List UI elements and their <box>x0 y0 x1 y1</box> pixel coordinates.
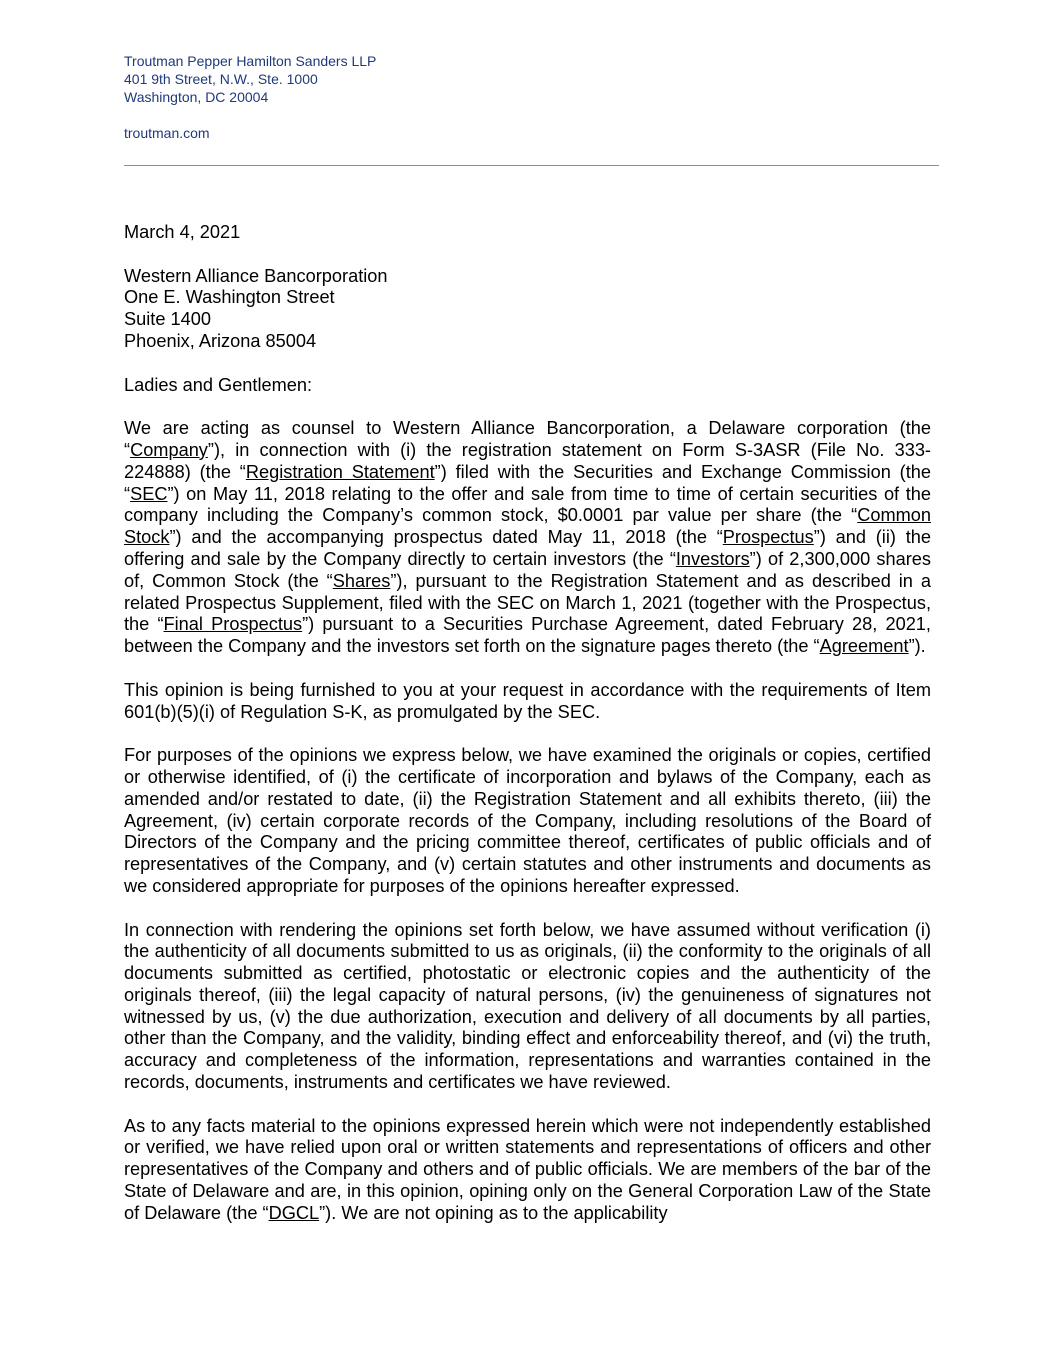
defined-term-investors: Investors <box>675 548 750 569</box>
defined-term-sec: SEC <box>130 483 168 504</box>
paragraph-documents-examined: For purposes of the opinions we express below, we have examined the originals or copies, certified or otherwise identified, of (i) the certificate of incorporation and bylaws of the Company, each as amended and/or restated to date, (ii) the Registration Statement and all exhibits thereto, (iii) the Agreement, (iv) certain corporate records of the Company, including resolutions of the Board of Directors of the Company and the pricing committee thereof, certificates of public officials and of representatives of the Company, and (v) certain statutes and other instruments and documents as we considered appropriate for purposes of the opinions hereafter expressed. <box>124 745 931 896</box>
text-run: We are acting as counsel to Western Alliance Bancorporation, a Delaware corporation (the “ <box>124 418 931 460</box>
defined-term-prospectus: Prospectus <box>722 527 814 548</box>
text-run: As to any facts material to the opinions expressed herein which were not independently established or verified, we have relied upon oral or written statements and representations of officers and other representatives of the Company and others and of public officials. We are members of the bar of the State of Delaware and are, in this opinion, opining only on the General Corporation Law of the State of Delaware (the “ <box>124 1115 931 1223</box>
defined-term-dgcl: DGCL <box>268 1202 320 1223</box>
text-run: ”) pursuant to a Securities Purchase Agreement, dated February 28, 2021, between the Company and the investors set forth on the signature pages thereto (the “ <box>124 614 931 657</box>
firm-address-line-2: Washington, DC 20004 <box>124 89 269 105</box>
paragraph-reliance <box>124 1116 931 1225</box>
defined-term-agreement: Agreement <box>819 636 909 657</box>
text-run: ”). <box>908 636 926 657</box>
defined-term-final-prospectus: Final Prospectus <box>163 614 303 635</box>
text-run: ”) on May 11, 2018 relating to the offer and sale from time to time of certain securities of the company including the Company’s common stock, $0.0001 par value per share (the “ <box>124 483 931 526</box>
defined-term-common-stock: Common Stock <box>124 505 931 548</box>
text-run: ”). We are not opining as to the applicability <box>319 1202 668 1223</box>
text-run: ”) and (ii) the offering and sale by the Company directly to certain investors (the “ <box>124 527 931 569</box>
paragraph-engagement <box>124 418 931 658</box>
firm-website-link[interactable]: troutman.com <box>124 125 210 141</box>
recipient-suite: Suite 1400 <box>124 309 211 330</box>
salutation: Ladies and Gentlemen: <box>124 374 313 395</box>
paragraph-purpose: This opinion is being furnished to you at your request in accordance with the requirements of Item 601(b)(5)(i) of Regulation S-K, as promulgated by the SEC. <box>124 679 931 722</box>
defined-term-company: Company <box>130 439 208 460</box>
recipient-address <box>124 266 931 353</box>
text-run: ”) and the accompanying prospectus dated May 11, 2018 (the “ <box>169 527 723 548</box>
letter-body <box>124 222 931 1225</box>
firm-address-line-1: 401 9th Street, N.W., Ste. 1000 <box>124 71 318 87</box>
header-divider <box>124 165 939 166</box>
defined-term-registration-statement: Registration Statement <box>245 461 435 482</box>
firm-name: Troutman Pepper Hamilton Sanders LLP <box>124 53 377 69</box>
letter-date: March 4, 2021 <box>124 222 241 242</box>
recipient-city-state: Phoenix, Arizona 85004 <box>124 330 317 351</box>
text-run: ”), pursuant to the Registration Statement and as described in a related Prospectus Supplement, filed with the SEC on March 1, 2021 (together with the Prospectus, the “ <box>124 570 931 635</box>
recipient-name: Western Alliance Bancorporation <box>124 265 388 286</box>
text-run: ”), in connection with (i) the registration statement on Form S-3ASR (File No. 333-224888) (the “ <box>124 439 931 482</box>
letterhead <box>124 52 376 142</box>
defined-term-shares: Shares <box>332 570 391 591</box>
paragraph-assumptions: In connection with rendering the opinions set forth below, we have assumed without verification (i) the authenticity of all documents submitted to us as originals, (ii) the conformity to the originals of all documents submitted as certified, photostatic or electronic copies and the authenticity of the originals thereof, (iii) the legal capacity of natural persons, (iv) the genuineness of signatures not witnessed by us, (v) the due authorization, execution and delivery of all documents by all parties, other than the Company, and the validity, binding effect and enforceability thereof, and (vi) the truth, accuracy and completeness of the information, representations and warranties contained in the records, documents, instruments and certificates we have reviewed. <box>124 919 931 1093</box>
recipient-street: One E. Washington Street <box>124 287 335 308</box>
text-run: ”) of 2,300,000 shares of, Common Stock (the “ <box>124 548 931 591</box>
text-run: ”) filed with the Securities and Exchange Commission (the “ <box>124 461 931 504</box>
